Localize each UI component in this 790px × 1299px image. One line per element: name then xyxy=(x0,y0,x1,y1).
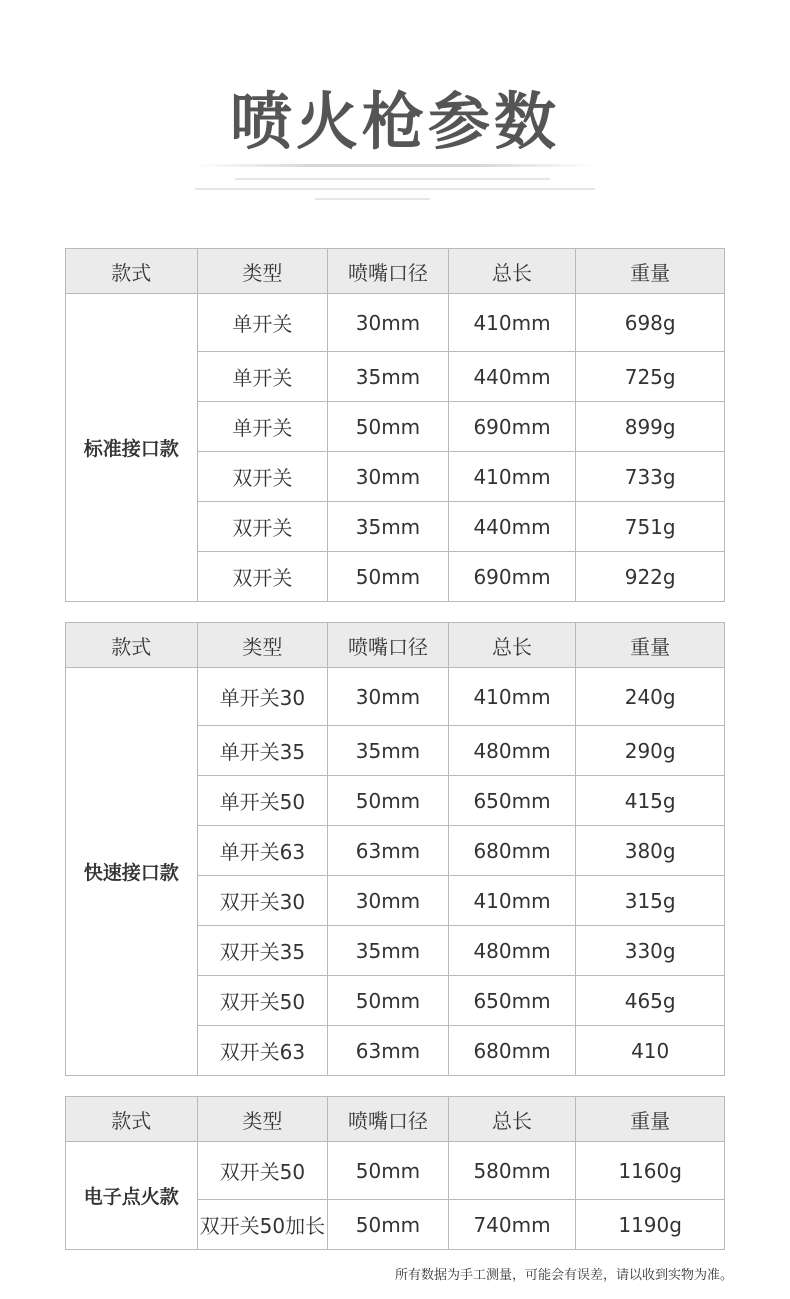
type-cell: 双开关50 xyxy=(197,1142,328,1200)
type-cell: 单开关35 xyxy=(197,726,328,776)
type-cell: 双开关 xyxy=(197,552,328,602)
header-total-length: 总长 xyxy=(448,249,576,294)
type-cell: 单开关63 xyxy=(197,826,328,876)
length-cell: 440mm xyxy=(448,352,576,402)
header-type: 类型 xyxy=(197,623,328,668)
table-header-row xyxy=(66,623,725,668)
decorative-line xyxy=(235,178,550,180)
weight-cell: 240g xyxy=(576,668,725,726)
type-cell: 双开关50 xyxy=(197,976,328,1026)
length-cell: 680mm xyxy=(448,1026,576,1076)
type-cell: 双开关63 xyxy=(197,1026,328,1076)
length-cell: 650mm xyxy=(448,776,576,826)
weight-cell: 410 xyxy=(576,1026,725,1076)
nozzle-cell: 50mm xyxy=(328,1200,449,1250)
style-cell: 标准接口款 xyxy=(66,294,198,602)
type-cell: 双开关 xyxy=(197,452,328,502)
spec-table-standard xyxy=(65,248,725,602)
weight-cell: 290g xyxy=(576,726,725,776)
weight-cell: 330g xyxy=(576,926,725,976)
length-cell: 680mm xyxy=(448,826,576,876)
weight-cell: 380g xyxy=(576,826,725,876)
table-row xyxy=(66,1142,725,1200)
length-cell: 740mm xyxy=(448,1200,576,1250)
nozzle-cell: 30mm xyxy=(328,452,449,502)
weight-cell: 899g xyxy=(576,402,725,452)
header-type: 类型 xyxy=(197,1097,328,1142)
weight-cell: 1160g xyxy=(576,1142,725,1200)
header-total-length: 总长 xyxy=(448,623,576,668)
type-cell: 单开关 xyxy=(197,294,328,352)
nozzle-cell: 50mm xyxy=(328,402,449,452)
title-divider xyxy=(195,164,595,167)
weight-cell: 465g xyxy=(576,976,725,1026)
style-cell: 电子点火款 xyxy=(66,1142,198,1250)
nozzle-cell: 30mm xyxy=(328,876,449,926)
header-weight: 重量 xyxy=(576,249,725,294)
table-header-row xyxy=(66,249,725,294)
length-cell: 410mm xyxy=(448,294,576,352)
weight-cell: 315g xyxy=(576,876,725,926)
type-cell: 单开关 xyxy=(197,352,328,402)
nozzle-cell: 50mm xyxy=(328,976,449,1026)
header-type: 类型 xyxy=(197,249,328,294)
length-cell: 690mm xyxy=(448,402,576,452)
header-style: 款式 xyxy=(66,623,198,668)
type-cell: 单开关50 xyxy=(197,776,328,826)
length-cell: 410mm xyxy=(448,668,576,726)
type-cell: 单开关 xyxy=(197,402,328,452)
length-cell: 410mm xyxy=(448,452,576,502)
header-total-length: 总长 xyxy=(448,1097,576,1142)
footnote: 所有数据为手工测量，可能会有误差，请以收到实物为准。 xyxy=(394,1268,733,1283)
type-cell: 双开关50加长 xyxy=(197,1200,328,1250)
weight-cell: 698g xyxy=(576,294,725,352)
table-header-row xyxy=(66,1097,725,1142)
header-nozzle-diameter: 喷嘴口径 xyxy=(328,249,449,294)
nozzle-cell: 63mm xyxy=(328,1026,449,1076)
nozzle-cell: 35mm xyxy=(328,726,449,776)
nozzle-cell: 35mm xyxy=(328,926,449,976)
nozzle-cell: 50mm xyxy=(328,776,449,826)
header-nozzle-diameter: 喷嘴口径 xyxy=(328,1097,449,1142)
length-cell: 690mm xyxy=(448,552,576,602)
length-cell: 480mm xyxy=(448,926,576,976)
page-title: 喷火枪参数 xyxy=(229,85,560,158)
type-cell: 单开关30 xyxy=(197,668,328,726)
nozzle-cell: 50mm xyxy=(328,1142,449,1200)
header-weight: 重量 xyxy=(576,1097,725,1142)
weight-cell: 1190g xyxy=(576,1200,725,1250)
spec-table-electronic xyxy=(65,1096,725,1250)
nozzle-cell: 50mm xyxy=(328,552,449,602)
length-cell: 650mm xyxy=(448,976,576,1026)
style-cell: 快速接口款 xyxy=(66,668,198,1076)
header-style: 款式 xyxy=(66,249,198,294)
nozzle-cell: 30mm xyxy=(328,294,449,352)
spec-table-quick xyxy=(65,622,725,1076)
length-cell: 480mm xyxy=(448,726,576,776)
length-cell: 440mm xyxy=(448,502,576,552)
type-cell: 双开关35 xyxy=(197,926,328,976)
header-style: 款式 xyxy=(66,1097,198,1142)
weight-cell: 922g xyxy=(576,552,725,602)
table-row xyxy=(66,294,725,352)
nozzle-cell: 35mm xyxy=(328,502,449,552)
decorative-line xyxy=(315,198,430,200)
nozzle-cell: 30mm xyxy=(328,668,449,726)
weight-cell: 415g xyxy=(576,776,725,826)
nozzle-cell: 35mm xyxy=(328,352,449,402)
table-row xyxy=(66,668,725,726)
type-cell: 双开关30 xyxy=(197,876,328,926)
type-cell: 双开关 xyxy=(197,502,328,552)
header-nozzle-diameter: 喷嘴口径 xyxy=(328,623,449,668)
nozzle-cell: 63mm xyxy=(328,826,449,876)
weight-cell: 725g xyxy=(576,352,725,402)
length-cell: 580mm xyxy=(448,1142,576,1200)
weight-cell: 751g xyxy=(576,502,725,552)
header-weight: 重量 xyxy=(576,623,725,668)
decorative-line xyxy=(195,188,595,190)
weight-cell: 733g xyxy=(576,452,725,502)
length-cell: 410mm xyxy=(448,876,576,926)
